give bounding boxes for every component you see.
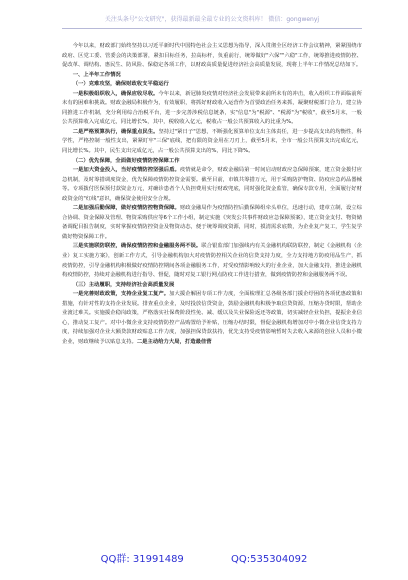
paragraph-1 [62,90,362,128]
header-divider [62,28,362,29]
subsection-heading-2: （二）优先保障，全面做好疫情防控保障工作 [72,157,180,164]
document-body [62,42,362,532]
intro-paragraph: 今年以来，财政部门始终坚持以习近平新时代中国特色社会主义思想为指导，深入贯彻全区经济工作会议精神，紧紧围绕市政府、区党工委、管委会的决策部署，紧扣目标任务，拉高标杆，负重前行，统筹做好"六保""六稳"工作，统筹推进疫情防控、促改革、调结构、惠民生、防风险、保稳定各项工作，以财政高质量促进经济社会高质量发展，现将上半年工作情况总结如下。 [62,43,362,69]
paragraph-6-text: 加大援企解困专项工作力度，全面梳理汇总各级各部门援企纾困的各项优惠政策和措施，有针对性的支持企业发展。排查重点企业，及时投放信贷资金，鼓励金融机构积极争取信贷资源，压缩办贷时限，帮助企业渡过难关。实施援企稳岗政策，严格落实社保费阶段性免、减、缓以及失业保险返还等政策，切实减轻企业负担，提振企业信心，推动复工复产。对中小微企业支持疫情防控产品购置给予补贴，压缩办结时限，督促金融机构增加对中小微企业信贷支持力度，持续加强对企业大额贷款财政贴息工作力度，加强担保贷款扶持，优先支持受疫情影响暂时失去收入来源的创业人员和小微企业，财政继续予以贴息支持。 [62,291,362,345]
paragraph-4-text: 财政金融局作为疫情防控后勤保障组牵头单位，迅速行动，建章立制，设立综合协调、资金保障及管理、物资采购供应等6个工作小组，制定实施《突发公共事件财政应急保障预案》，建立资金支付、物资储备调配目报告制度，实时掌握疫情防控资金及物资动态，便于统筹调度资源，同时，摸清需求底数，为企业复产复工，学生复学做好物资保障工作。 [62,205,362,240]
qq-number-text: QQ:535304092 [231,554,308,565]
paragraph-4 [62,204,362,242]
paragraph-3-lead: 一是加大资金投入，当好疫情防控坚强后盾。 [72,167,180,174]
paragraph-6 [62,290,362,347]
paragraph-1-text: 今年以来，新冠肺炎疫情对经济社会发展带来前所未有的冲击，收入组织工作面临前所未有的困难和挑战。财政金融局积极作为，有效履职，将抓好财政收入运营作为首要政治任务来抓，凝聚财税部门合力，建立协同推进工作机制，充分利用综合治税平台，进一步完善涉税信息链条，实"信息"为"税源"、"税源"为"税收"，截至5月末，一般公共预算收入完成亿元，同比增长%，其中，税收收入亿元，税收占一般公共预算收入的比重为%。 [62,90,362,126]
page-header: 关注头条号"公文研究"，获得最新最全最专业的公文资料库！ 微信：gongwenyj [104,16,320,23]
paragraph-2-text: 坚持过"紧日子"思想，不断强化预算单位支出主体责任，进一步提高支出的均衡性，科学性，严格控制一般性支出，紧紧盯牢"三保"底线，把有限的资金用在刀刃上，截至5月末，全市一般公共预算支出完成亿元，同比增长%。其中，民生支出完成亿元，占一般公共预算支出的%，同比下降%。 [62,128,362,155]
paragraph-3-text: 疫情就是命令，财政金融局第一时间启动财政应急保障预案，建立资金拨付应急机制，及时筹措调度资金，优先保障疫情防控资金需要。截至目前，市镇共筹措万元，用于采购防护物资、防疫应急药品器械等。专项拨付医保预付款资金万元，对确诊患者个人负担费用实行财政兜底，同时强化资金监管，确保专款专用，全面履行好财政资金的"红线"意识，确保资金使用安全合规。 [62,167,362,202]
paragraph-1-lead: 一是积极组织收入，确保应收尽收。 [72,90,159,97]
subsection-heading-3: （三）主动履职，支持经济社会高质量发展 [72,281,175,288]
section-heading: 一、上半年工作情况 [72,71,121,78]
paragraph-3 [62,166,362,204]
paragraph-2 [62,128,362,157]
paragraph-4-lead: 二是加强后勤保障，做好疫情防控物资保障。 [72,205,180,212]
paragraph-6-lead: 一是完善财政政策，支持企业复工复产。 [72,291,170,298]
paragraph-5 [62,242,362,280]
paragraph-5-text: 联合银监部门加强线内有关金融机构联防联控，制定《金融机构（企业）复工实施方案》，创新工作方式，引导金融机构加大对疫情防控相关企业的信贷支持力度，全力支持地方防疫用品生产，抓疫情防控，引导金融机构积极做好疫情防控期间各项金融服务工作，对受疫情影响较大的行业企业，加大金融支持，推进金融机构疫情防控，持续对金融机构进行指导、督促，随时对复工银行网点防疫工作进行措查，做到疫情防控和金融服务两不误。 [62,243,362,279]
paragraph-5-lead: 三是实施联防联控，确保疫情防控和金融服务两不误。 [72,243,202,250]
paragraph-7-lead: 二是主动给力大局，打造最佳营 [136,338,212,345]
subsection-heading-1: （一）克难攻坚，确保财政收支平稳运行 [72,81,169,88]
page-footer [0,550,408,564]
qq-group-text: QQ群: 31991489 [100,554,184,565]
paragraph-2-lead: 二是严格预算执行，确保重点民生。 [72,128,159,135]
